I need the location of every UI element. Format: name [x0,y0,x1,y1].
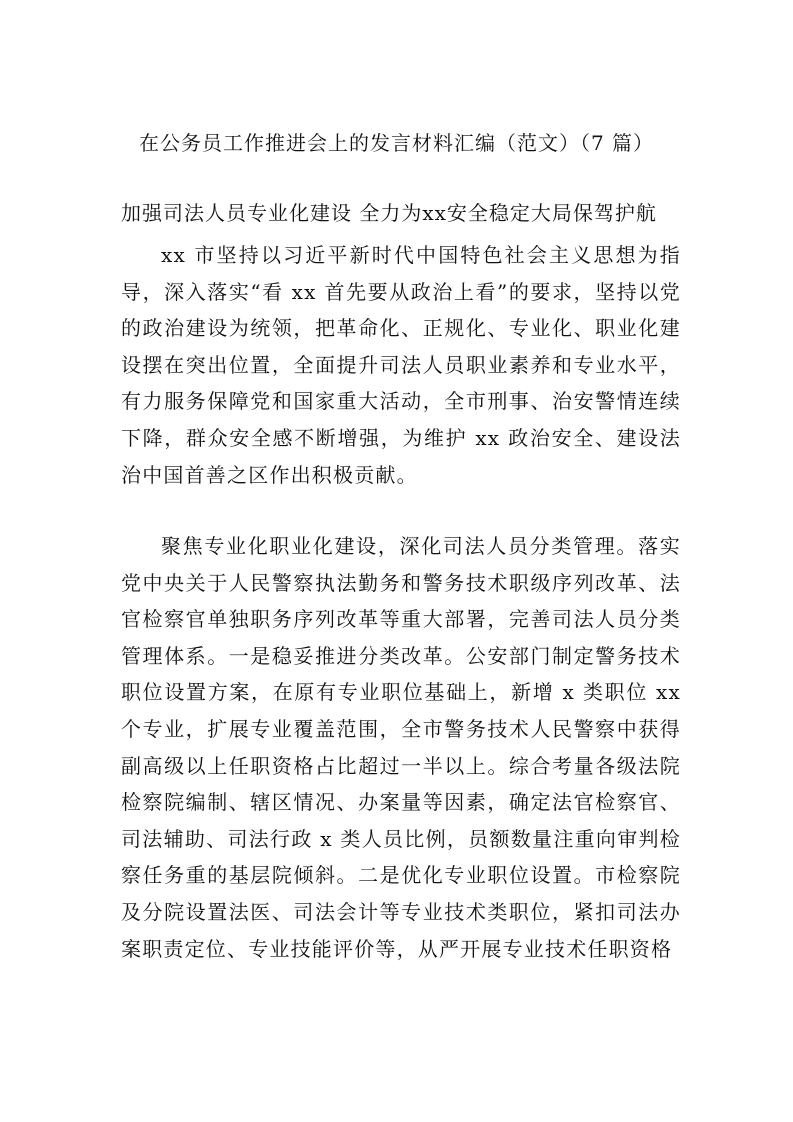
body-paragraph-2: 聚焦专业化职业化建设，深化司法人员分类管理。落实党中央关于人民警察执法勤务和警务技术职级序列改革、法官检察官单独职务序列改革等重大部署，完善司法人员分类管理体系。一是稳妥推进分类改革。公安部门制定警务技术职位设置方案，在原有专业职位基础上，新增 x 类职位 xx 个专业，扩展专业覆盖范围，全市警务技术人民警察中获得副高级以上任职资格占比超过一半以上。综合考量各级法院检察院编制、辖区情况、办案量等因素，确定法官检察官、司法辅助、司法行政 x 类人员比例，员额数量注重向审判检察任务重的基层院倾斜。二是优化专业职位设置。市检察院及分院设置法医、司法会计等专业技术类职位，紧扣司法办案职责定位、专业技能评价等，从严开展专业技术任职资格 [121,534,681,961]
article-title: 加强司法人员专业化建设 全力为xx安全稳定大局保驾护航 [121,201,657,225]
body-paragraph-1: xx 市坚持以习近平新时代中国特色社会主义思想为指导，深入落实“看 xx 首先要从政治上看”的要求，坚持以党的政治建设为统领，把革命化、正规化、专业化、职业化建设摆在突出位置，全面提升司法人员职业素养和专业水平，有力服务保障党和国家重大活动，全市刑事、治安警情连续下降，群众安全感不断增强，为维护 xx 政治安全、建设法治中国首善之区作出积极贡献。 [121,243,681,487]
document-title: 在公务员工作推进会上的发言材料汇编（范文）（7 篇） [138,131,655,155]
